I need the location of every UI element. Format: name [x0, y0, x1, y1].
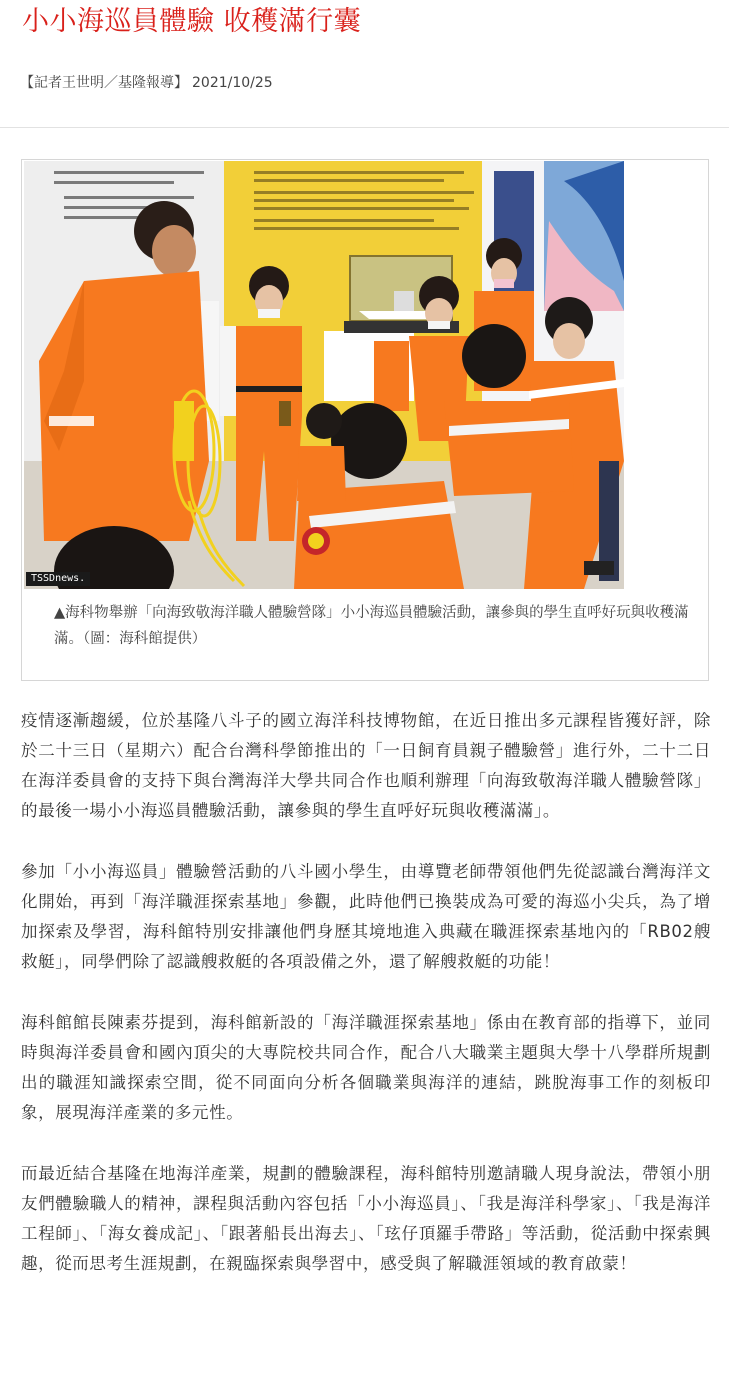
byline [20, 72, 273, 94]
byline-reporter: 【記者王世明／基隆報導】 [20, 75, 188, 91]
photo-caption: ▲海科物舉辦「向海致敬海洋職人體驗營隊」小小海巡員體驗活動，讓參與的學生直呼好玩與收穫滿滿。（圖：海科館提供） [54, 605, 689, 647]
publish-date: 2021/10/25 [192, 75, 273, 91]
photo-figure [21, 159, 709, 681]
article-body [21, 706, 711, 1310]
article-paragraph: 參加「小小海巡員」體驗營活動的八斗國小學生，由導覽老師帶領他們先從認識台灣海洋文化開始，再到「海洋職涯探索基地」參觀，此時他們已換裝成為可愛的海巡小尖兵，為了增加探索及學習，海科館特別安排讓他們身歷其境地進入典藏在職涯探索基地內的「RB02艘救艇」，同學們除了認識艘救艇的各項設備之外，還了解艘救艇的功能！ [21, 862, 711, 971]
article-paragraph: 而最近結合基隆在地海洋產業，規劃的體驗課程，海科館特別邀請職人現身說法，帶領小朋友們體驗職人的精神，課程與活動內容包括「小小海巡員」、「我是海洋科學家」、「我是海洋工程師」、「海女養成記」、「跟著船長出海去」、「玹仔頂羅手帶路」等活動，從活動中探索興趣，從而思考生涯規劃，在親臨探索與學習中，感受與了解職涯領域的教育啟蒙！ [21, 1164, 711, 1273]
article-photo[interactable] [24, 161, 624, 589]
photo-watermark: TSSDnews. [26, 572, 90, 586]
header-divider [0, 127, 729, 128]
article-paragraph: 疫情逐漸趨緩，位於基隆八斗子的國立海洋科技博物館，在近日推出多元課程皆獲好評，除於二十三日（星期六）配合台灣科學節推出的「一日飼育員親子體驗營」進行外，二十二日在海洋委員會的支持下與台灣海洋大學共同合作也順利辦理「向海致敬海洋職人體驗營隊」的最後一場小小海巡員體驗活動，讓參與的學生直呼好玩與收穫滿滿」。 [21, 711, 711, 820]
article-headline: 小小海巡員體驗 收穫滿行囊 [22, 6, 362, 37]
article-paragraph: 海科館館長陳素芬提到，海科館新設的「海洋職涯探索基地」係由在教育部的指導下，並同時與海洋委員會和國內頂尖的大專院校共同合作，配合八大職業主題與大學十八學群所規劃出的職涯知識探索空間，從不同面向分析各個職業與海洋的連結，跳脫海事工作的刻板印象，展現海洋產業的多元性。 [21, 1013, 711, 1122]
